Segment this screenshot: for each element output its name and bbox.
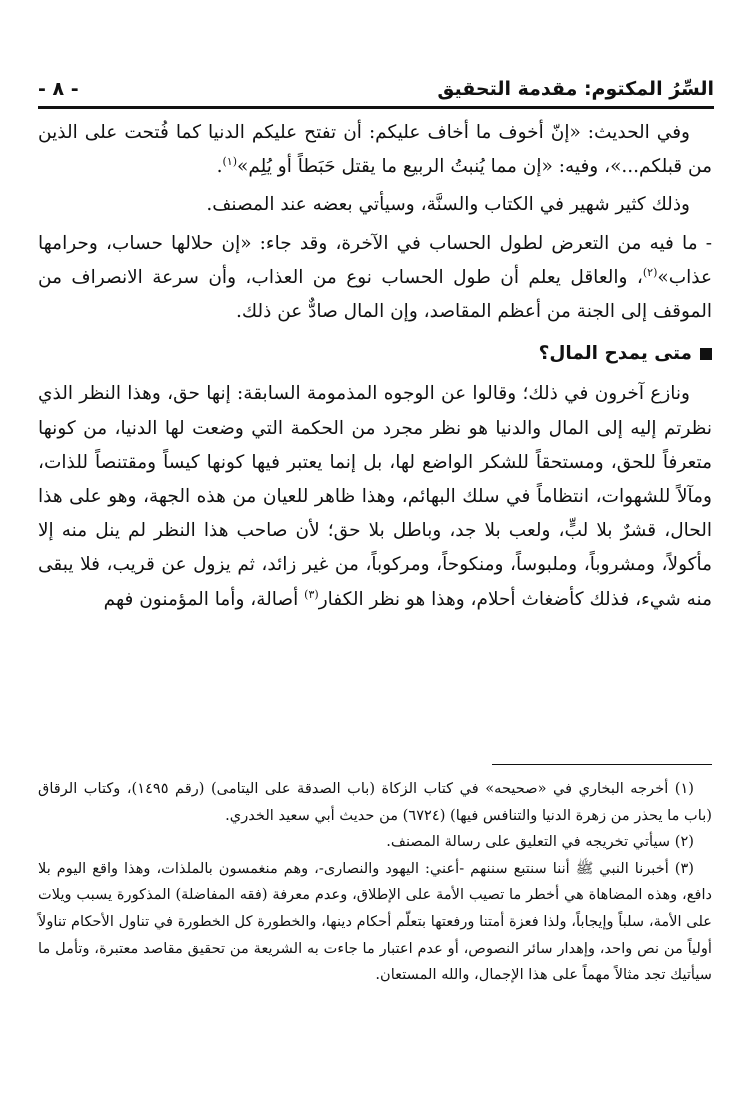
section-heading-text: متى يمدح المال؟: [538, 343, 692, 365]
footnotes: [38, 776, 712, 989]
section-heading: [38, 337, 712, 371]
footnote: (٢) سيأتي تخريجه في التعليق على رسالة المصنف.: [386, 833, 694, 851]
page-header: [38, 72, 714, 106]
square-bullet-icon: [700, 348, 712, 360]
paragraph-text: وفي الحديث: «إنّ أخوف ما أخاف عليكم: أن تفتح عليكم الدنيا كما فُتحت على الذين من قبلكم...»، وفيه: «إن مما يُنبتُ الربيع ما يقتل حَبَطاً أو يُلِم»: [38, 122, 712, 178]
footnote-ref: (٣): [304, 587, 319, 601]
paragraph-text: أصالة، وأما المؤمنون فهم: [103, 588, 305, 610]
page-number: - ٨ -: [38, 78, 79, 100]
paragraph: وذلك كثير شهير في الكتاب والسنَّة، وسيأتي بعضه عند المصنف.: [206, 194, 690, 216]
paragraph: [38, 116, 712, 184]
running-title: السِّرُ المكتوم: مقدمة التحقيق: [437, 78, 714, 100]
paragraph-text: - ما فيه من التعرض لطول الحساب في الآخرة، وقد جاء: «إن حلالها حساب، وحرامها عذاب»: [38, 232, 712, 288]
footnote-ref: (٢): [642, 265, 658, 279]
footnote-separator: [492, 764, 712, 765]
paragraph-text: ، والعاقل يعلم أن طول الحساب نوع من العذاب، وأن سرعة الانصراف من الموقف إلى الجنة من أعظم المقاصد، وإن المال صادٌّ عن ذلك.: [38, 266, 712, 323]
paragraph: [38, 377, 712, 616]
paragraph-text: ونازع آخرون في ذلك؛ وقالوا عن الوجوه المذمومة السابقة: إنها حق، وهذا النظر الذي نظرتم إليه إلى المال والدنيا هو نظر مجرد من الحكمة التي وضعت لها الدنيا، من كونها متعرفاً للحق، ومستحقاً للشكر الواضع لها، بل إنما يعتبر فيها كونها كيساً ومقتنصاً للذات، ومآلاً للشهوات، انتظاماً في سلك البهائم، وهذا ظاهر للعيان من هذه الجهة، وهو على هذا الحال، قشرٌ بلا لبٍّ، ولعب بلا جد، وباطل بلا حق؛ لأن صاحب هذا النظر لم ينل منه إلا مأكولاً، ومشروباً، وملبوساً، ومنكوحاً، ومركوباً، من غير زائد، ثم يزول عن قريب، فلا يبقى منه شيء، فذلك كأضغاث أحلام، وهذا هو نظر الكفار: [38, 383, 712, 610]
footnote: (٣) أخبرنا النبي ﷺ أننا سنتبع سننهم -أعني: اليهود والنصارى-، وهم منغمسون بالملذات، وهذا واقع اليوم بلا دافع، وهذه المضاهاة هي أخطر ما تصيب الأمة على الإطلاق، وعدم معرفة (فقه المفاضلة) المذكورة يسبب ويلات على الأمة، سلباً وإيجاباً، ولذا فعزة أمتنا ورفعتها بتعلّم أحكام دينها، والخطورة كل الخطورة في تناول الأحكام تناولاً أولياً من نص واحد، وإهدار سائر النصوص، أو عدم اعتبار ما جاءت به الشريعة من تحقيق مقاصد معتبرة، وتأمل ما سيأتيك تجد مثالاً مهماً على هذا الإجمال، والله المستعان.: [38, 859, 712, 984]
footnote: (١) أخرجه البخاري في «صحيحه» في كتاب الزكاة (باب الصدقة على اليتامى) (رقم ١٤٩٥)، وكتاب الرقاق (باب ما يحذر من زهرة الدنيا والتنافس فيها) (٦٧٢٤) من حديث أبي سعيد الخدري.: [38, 780, 712, 824]
header-rule: [38, 106, 714, 109]
paragraph: [38, 227, 712, 330]
main-text: [38, 116, 712, 617]
footnote-ref: (١): [222, 155, 238, 169]
paragraph-text: .: [216, 156, 223, 178]
